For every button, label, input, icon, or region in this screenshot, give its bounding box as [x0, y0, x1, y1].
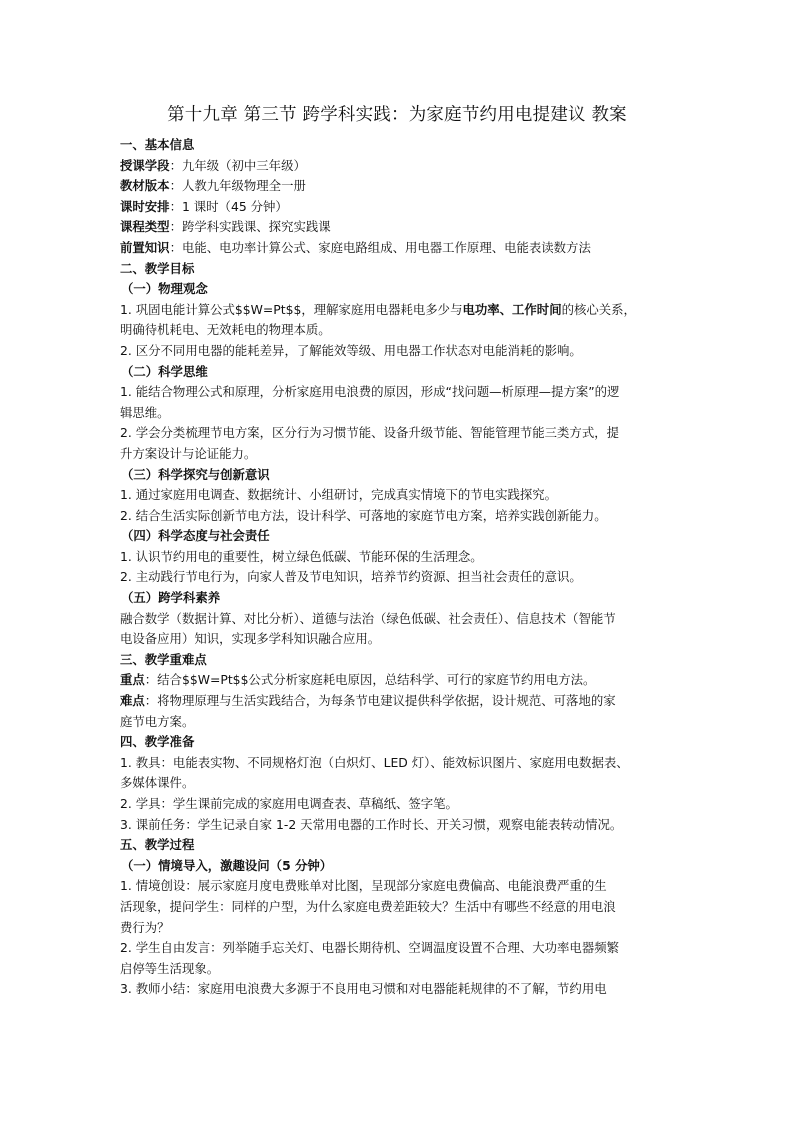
difficult-point: [120, 691, 682, 712]
info-label: 课程类型: [120, 219, 170, 235]
subheading-interdisciplinary: （五）跨学科素养: [121, 590, 221, 606]
info-value: ：九年级（初中三年级）: [169, 157, 306, 173]
info-type: [120, 217, 682, 238]
subheading-attitude-responsibility: （四）科学态度与社会责任: [121, 528, 270, 544]
list-item: 2. 主动践行节电行为，向家人普及节电知识，培养节约资源、担当社会责任的意识。: [120, 569, 582, 585]
info-label: 难点: [120, 693, 145, 709]
list-item: 1. 能结合物理公式和原理，分析家庭用电浪费的原因，形成“找问题—析原理—提方案”的逻: [120, 384, 620, 400]
list-item-continuation: 多媒体课件。: [120, 775, 195, 791]
info-label: 授课学段: [120, 157, 170, 173]
info-textbook: [120, 176, 682, 197]
document-body: [120, 135, 682, 1000]
info-label: 重点: [120, 672, 145, 688]
key-point: [120, 670, 682, 691]
list-item: 2. 结合生活实际创新节电方法，设计科学、可落地的家庭节电方案，培养实践创新能力。: [120, 507, 607, 523]
paragraph-line: 电设备应用）知识，实现多学科知识融合应用。: [120, 631, 381, 647]
list-item: 3. 教师小结：家庭用电浪费大多源于不良用电习惯和对电器能耗规律的不了解，节约用电: [120, 981, 607, 997]
list-item-continuation: 启停等生活现象。: [120, 960, 220, 976]
list-item: 3. 课前任务：学生记录自家 1-2 天常用电器的工作时长、开关习惯，观察电能表转动情况。: [120, 816, 623, 832]
list-item: 1. 认识节约用电的重要性，树立绿色低碳、节能环保的生活理念。: [120, 548, 483, 564]
info-value: ：电能、电功率计算公式、家庭电路组成、用电器工作原理、电能表读数方法: [169, 239, 591, 255]
list-item-continuation: 明确待机耗电、无效耗电的物理本质。: [120, 322, 331, 338]
section-heading-key-difficult: 三、教学重难点: [120, 651, 207, 667]
paragraph-line: 融合数学（数据计算、对比分析）、道德与法治（绿色低碳、社会责任）、信息技术（智能节: [120, 610, 616, 626]
info-label: 课时安排: [120, 198, 170, 214]
subheading-scientific-thinking: （二）科学思维: [121, 363, 208, 379]
list-item: 2. 学生自由发言：列举随手忘关灯、电器长期待机、空调温度设置不合理、大功率电器频繁: [120, 940, 619, 956]
info-value: ：结合$$W=Pt$$公式分析家庭耗电原因，总结科学、可行的家庭节约用电方法。: [144, 672, 596, 688]
subheading-situation-intro: （一）情境导入，激趣设问（5 分钟）: [121, 857, 333, 873]
section-heading-basic-info: 一、基本信息: [120, 137, 195, 152]
info-value: ：1 课时（45 分钟）: [169, 198, 288, 214]
list-item-continuation: 庭节电方案。: [120, 713, 195, 729]
list-item: 1. 情境创设：展示家庭月度电费账单对比图，呈现部分家庭电费偏高、电能浪费严重的生: [120, 878, 607, 894]
info-label: 教材版本: [120, 178, 170, 194]
text-run: 1. 巩固电能计算公式$$W=Pt$$，理解家庭用电器耗电多少与: [120, 301, 463, 317]
list-item-continuation: 升方案设计与论证能力。: [120, 445, 257, 461]
list-item: 1. 通过家庭用电调查、数据统计、小组研讨，完成真实情境下的节电实践探究。: [120, 487, 558, 503]
text-run: 的核心关系，: [561, 301, 636, 317]
subheading-physics-concept: （一）物理观念: [121, 281, 208, 297]
info-hours: [120, 197, 682, 218]
emphasis-text: 电功率、工作时间: [462, 301, 562, 317]
list-item-continuation: 活现象，提问学生：同样的户型，为什么家庭电费差距较大？生活中有哪些不经意的用电浪: [120, 898, 616, 914]
list-item: 2. 学具：学生课前完成的家庭用电调查表、草稿纸、签字笔。: [120, 796, 458, 811]
list-item-continuation: 费行为？: [120, 919, 170, 935]
info-prior: [120, 238, 682, 259]
section-heading-process: 五、教学过程: [120, 837, 195, 853]
list-item: 2. 区分不同用电器的能耗差异，了解能效等级、用电器工作状态对电能消耗的影响。: [120, 342, 582, 358]
list-item: 2. 学会分类梳理节电方案，区分行为习惯节能、设备升级节能、智能管理节能三类方式，提: [120, 425, 619, 441]
list-item: 1. 教具：电能表实物、不同规格灯泡（白炽灯、LED 灯）、能效标识图片、家庭用电数据表、: [120, 754, 629, 770]
list-item: [120, 300, 682, 321]
info-value: ：跨学科实践课、探究实践课: [169, 219, 331, 235]
info-label: 前置知识: [120, 239, 170, 255]
info-grade: [120, 156, 682, 177]
info-value: ：将物理原理与生活实践结合，为每条节电建议提供科学依据，设计规范、可落地的家: [144, 693, 616, 709]
subheading-inquiry-innovation: （三）科学探究与创新意识: [121, 466, 270, 482]
list-item-continuation: 辑思维。: [120, 404, 170, 420]
document-title: 第十九章 第三节 跨学科实践：为家庭节约用电提建议 教案: [167, 105, 627, 125]
section-heading-objectives: 二、教学目标: [120, 260, 195, 276]
info-value: ：人教九年级物理全一册: [169, 178, 306, 194]
section-heading-preparation: 四、教学准备: [120, 734, 195, 750]
